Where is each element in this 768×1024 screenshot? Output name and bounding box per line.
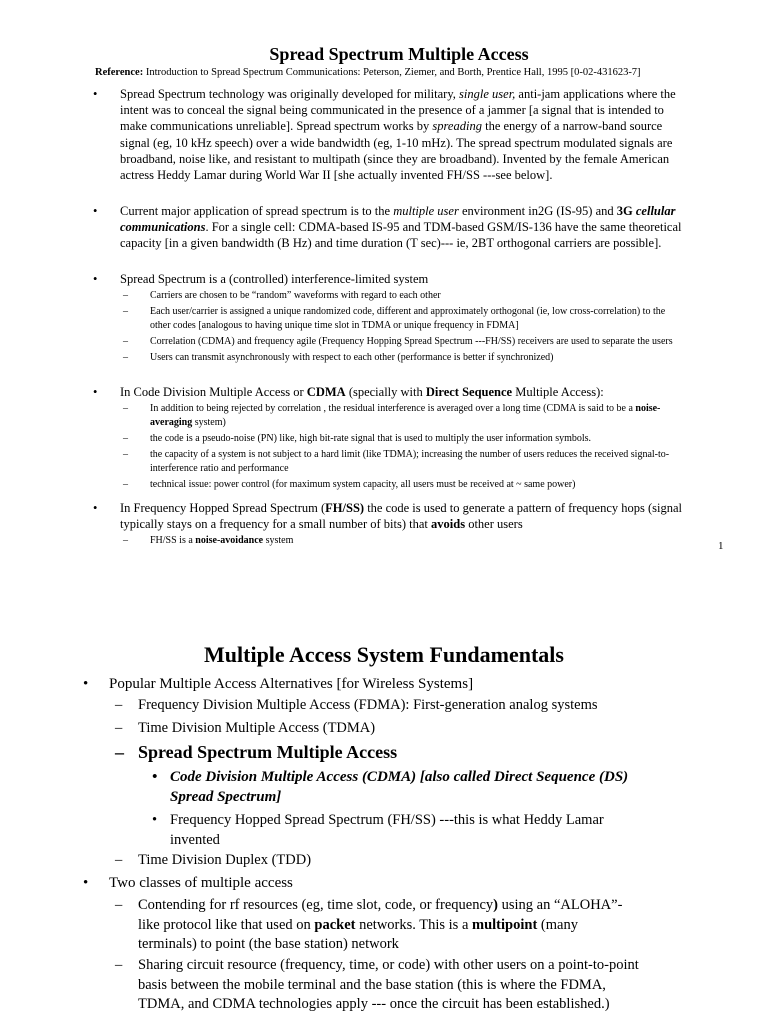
text-run: the energy of a narrow-band source signal (eg, 10 kHz speech) over a wide bandwidth (eg, 1-10 mHz). The spread spectrum modulated signals are broadband, noise like, and resistant to multipath (since they are broadband). Invented by the female American actress Heddy Lamar during World War II [she actually invented FH/SS ---see below]. [120, 119, 673, 183]
bullet-marker: • [93, 204, 98, 218]
item-spread-spectrum [115, 741, 655, 763]
item-sharing-circuit [115, 956, 640, 1015]
dash-marker: – [123, 403, 128, 415]
sub-text: the code is a pseudo-noise (PN) like, high bit-rate signal that is used to multiply the user information symbols. [150, 433, 592, 445]
item-fhss [152, 810, 652, 850]
sub-item [123, 351, 683, 365]
item-text: Code Division Multiple Access (CDMA) [also called Direct Sequence (DS) Spread Spectrum] [170, 769, 629, 805]
item-tdma [115, 719, 655, 739]
text-run: Contending for rf resources (eg, time slot, code, or frequency [138, 897, 494, 913]
bullet-current-application [93, 203, 683, 252]
sub-item [123, 478, 683, 492]
dash-marker: – [115, 742, 124, 762]
sub-text: Each user/carrier is assigned a unique randomized code, different and approximately orthogonal (ie, low cross-correlation) to the other codes [analogous to having unique time slot in TDMA or unique frequency in FDMA] [150, 306, 666, 332]
reference-text: Introduction to Spread Spectrum Communications: Peterson, Ziemer, and Borth, Prentice Hall, 1995 [0-02-431623-7] [143, 67, 641, 78]
sub-item [123, 289, 683, 303]
reference-line [95, 67, 735, 78]
dash-marker: – [115, 697, 123, 713]
emphasis: multiple user [393, 204, 459, 218]
item-tdd [115, 851, 655, 871]
item-text: Frequency Division Multiple Access (FDMA): First-generation analog systems [138, 697, 598, 713]
emphasis: spreading [432, 119, 482, 134]
page-number: 1 [718, 540, 724, 552]
sub-item [123, 448, 683, 476]
item-cdma [152, 767, 652, 807]
sub-item [123, 305, 683, 333]
sub-text: Carriers are chosen to be “random” waveforms with regard to each other [150, 290, 441, 302]
bullet-text: Spread Spectrum is a (controlled) interference-limited system [120, 272, 429, 286]
dash-marker: – [123, 306, 128, 318]
bullet-marker: • [83, 676, 89, 692]
bold-text: noise-averaging [150, 403, 661, 429]
dash-marker: – [123, 535, 128, 547]
bold-italic-text: cellular communications [120, 204, 676, 235]
bullet-cdma [93, 384, 683, 494]
text-run: networks. This is a [355, 916, 473, 933]
text-run: (many terminals) to point (the base station) network [138, 916, 578, 952]
bold-text: CDMA [306, 385, 346, 399]
sub-item [123, 402, 683, 430]
slide-2 [0, 635, 768, 1024]
bullet-marker: • [93, 385, 98, 399]
bullet-marker: • [93, 87, 98, 101]
bullet-marker: • [152, 812, 158, 828]
text-run: anti-jam applications where the intent was to conceal the signal being communicated in the presence of a jammer [a signal that is intended to make communications unreliable]. Spread spectrum works by [120, 87, 676, 134]
item-two-classes [83, 874, 293, 893]
bullet-marker: • [93, 501, 98, 515]
item-fdma [115, 696, 655, 716]
emphasis: single user, [459, 87, 516, 101]
item-text: Spread Spectrum Multiple Access [138, 742, 398, 762]
bullet-marker: • [152, 769, 158, 785]
text-run: Spread Spectrum technology was originally developed for military, [120, 87, 460, 101]
reference-label: Reference: [95, 67, 144, 78]
dash-marker: – [115, 852, 123, 868]
bullet-marker: • [93, 272, 98, 286]
sub-text: technical issue: power control (for maximum system capacity, all users must be received at ~ same power) [150, 479, 576, 491]
slide-2-title: Multiple Access System Fundamentals [204, 642, 564, 667]
dash-marker: – [115, 957, 123, 973]
bullet-marker: • [83, 875, 89, 891]
dash-marker: – [123, 290, 128, 302]
item-text: Time Division Multiple Access (TDMA) [138, 720, 376, 736]
sub-text: Correlation (CDMA) and frequency agile (Frequency Hopping Spread Spectrum ---FH/SS) receivers are used to separate the users [150, 336, 673, 348]
item-text: Two classes of multiple access [109, 875, 293, 891]
slide-1-title: Spread Spectrum Multiple Access [269, 44, 529, 64]
sub-text: the capacity of a system is not subject to a hard limit (like TDMA); increasing the number of users reduces the received signal-to-interference ratio and performance [150, 449, 670, 475]
item-text: Sharing circuit resource (frequency, time, or code) with other users on a point-to-point basis between the mobile terminal and the base station (this is where the FDMA, TDMA, and CDMA technologies apply --- once the circuit has been established.) [138, 957, 639, 1012]
bold-text: ) [493, 897, 498, 913]
item-contending [115, 896, 640, 955]
bold-text: avoids [431, 517, 466, 532]
bullet-military-origins [93, 86, 683, 183]
item-text: Frequency Hopped Spread Spectrum (FH/SS) ---this is what Heddy Lamar invented [170, 812, 604, 848]
text-run: . For a single cell: CDMA-based IS-95 and TDM-based GSM/IS-136 have the same theoretical capacity [in a given bandwidth (B Hz) and time duration (T sec)--- ie, 2BT orthogonal carriers are possible]. [120, 220, 682, 251]
sub-list [93, 402, 683, 492]
text-run: the code is used to generate a pattern of frequency hops (signal typically stays on a frequency for a small number of bits) that [120, 501, 683, 532]
text-run: environment in2G (IS-95) and [458, 204, 617, 218]
dash-marker: – [123, 479, 128, 491]
bullet-fhss [93, 500, 683, 550]
item-text: Time Division Duplex (TDD) [138, 852, 312, 868]
dash-marker: – [123, 449, 128, 461]
sub-text: system) [192, 417, 226, 429]
sub-text: In addition to being rejected by correlation , the residual interference is averaged over a long time (CDMA is said to be a [150, 403, 636, 415]
text-run: other users [465, 517, 523, 532]
item-text: Popular Multiple Access Alternatives [for Wireless Systems] [109, 676, 474, 692]
sub-item [123, 335, 683, 349]
sub-item [123, 432, 683, 446]
text-run: Multiple Access): [512, 385, 604, 399]
sub-item [123, 534, 683, 548]
bold-text: 3G [616, 204, 636, 218]
bold-text: noise-avoidance [195, 535, 264, 547]
text-run: (specially with [345, 385, 426, 399]
item-popular-alternatives [83, 675, 473, 694]
dash-marker: – [123, 433, 128, 445]
sub-text: Users can transmit asynchronously with respect to each other (performance is better if synchronized) [150, 352, 554, 364]
dash-marker: – [115, 897, 123, 913]
sub-text: system [263, 535, 294, 547]
bold-text: multipoint [472, 916, 538, 933]
text-run: In Code Division Multiple Access or [120, 385, 307, 399]
text-run: Current major application of spread spectrum is to the [120, 204, 394, 218]
bold-text: FH/SS) [325, 501, 365, 515]
bold-text: packet [314, 916, 356, 933]
sub-text: FH/SS is a [150, 535, 196, 547]
bullet-interference-limited [93, 271, 683, 367]
text-run: using an “ALOHA”-like protocol like that used on [138, 897, 623, 933]
dash-marker: – [123, 336, 128, 348]
dash-marker: – [123, 352, 128, 364]
sub-list [93, 289, 683, 365]
dash-marker: – [115, 720, 123, 736]
text-run: In Frequency Hopped Spread Spectrum ( [120, 501, 326, 515]
sub-list [93, 534, 683, 548]
bold-text: Direct Sequence [425, 385, 513, 399]
